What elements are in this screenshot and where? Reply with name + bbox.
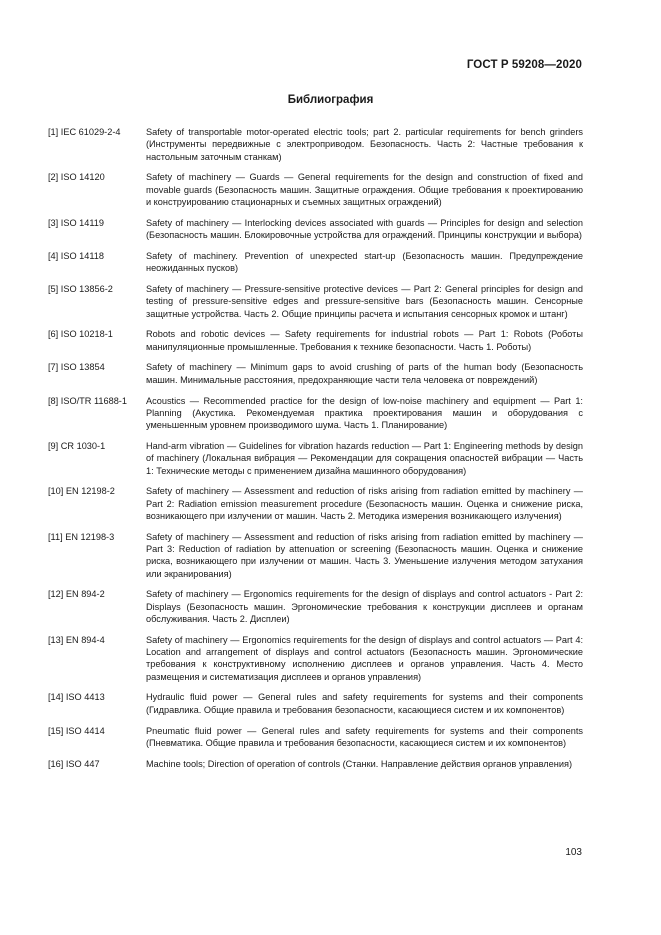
standard-id-header: ГОСТ Р 59208—2020: [466, 59, 582, 71]
bibliography-text: Safety of machinery — Ergonomics requirements for the design of displays and control actuators — Part 4: Location and arrangement of displays and control actuators (Безопасность машин. Эргономические требования к конструктивному исполнению дисплеев и органов управления. Часть 4. Место размещения и систематизация дисплеев и органов управления): [146, 634, 583, 682]
bibliography-ref: [4] ISO 14118: [48, 250, 105, 261]
bibliography-entry: [48, 217, 583, 242]
page-number: 103: [565, 847, 582, 858]
bibliography-text: Hand-arm vibration — Guidelines for vibration hazards reduction — Part 1: Engineering methods by design of machinery (Локальная вибрация — Рекомендации для сокращения опасностей вибрации — Часть 1: Технические методы с применением дизайна машинного оборудования): [146, 440, 583, 476]
bibliography-text: Safety of machinery — Guards — General requirements for the design and construction of fixed and movable guards (Безопасность машин. Защитные ограждения. Общие требования к проектированию и конструированию стационарных и съемных защитных ограждений): [146, 172, 583, 207]
bibliography-text: Machine tools; Direction of operation of controls (Станки. Направление действия органов управления): [146, 758, 573, 769]
bibliography-text: Safety of transportable motor-operated electric tools; part 2. particular requirements for bench grinders (Инструменты передвижные с электроприводом. Безопасность. Часть 2: Частные требования к настольным заточным станкам): [146, 127, 583, 162]
bibliography-entry: [48, 691, 583, 716]
bibliography-ref: [13] EN 894-4: [48, 634, 105, 645]
bibliography-entry: [48, 531, 583, 580]
bibliography-entry: [48, 283, 583, 320]
bibliography-ref: [9] CR 1030-1: [48, 440, 106, 451]
bibliography-text: Hydraulic fluid power — General rules and safety requirements for systems and their components (Гидравлика. Общие правила и требования безопасности, касающиеся систем и их компонентов): [146, 692, 583, 715]
bibliography-entry: [48, 440, 583, 477]
bibliography-ref: [5] ISO 13856-2: [48, 283, 113, 294]
bibliography-entry: [48, 126, 583, 163]
bibliography-entry: [48, 588, 583, 625]
bibliography-text: Acoustics — Recommended practice for the design of low-noise machinery and equipment — Part 1: Planning (Акустика. Рекомендуемая практика проектирования машин и оборудования с уменьшенным уровнем производимого шума. Часть 1. Планирование): [146, 395, 583, 431]
bibliography-ref: [6] ISO 10218-1: [48, 329, 113, 340]
bibliography-ref: [8] ISO/TR 11688-1: [48, 395, 127, 406]
bibliography-text: Safety of machinery — Minimum gaps to avoid crushing of parts of the human body (Безопасность машин. Минимальные расстояния, предохраняющие части тела человека от повреждений): [146, 362, 583, 385]
bibliography-list: [48, 126, 583, 778]
bibliography-entry: [48, 361, 583, 386]
bibliography-entry: [48, 485, 583, 522]
bibliography-ref: [11] EN 12198-3: [48, 531, 115, 542]
bibliography-ref: [3] ISO 14119: [48, 217, 105, 228]
bibliography-entry: [48, 634, 583, 683]
bibliography-entry: [48, 725, 583, 750]
bibliography-ref: [7] ISO 13854: [48, 362, 105, 373]
bibliography-text: Safety of machinery — Pressure-sensitive protective devices — Part 2: General principles for design and testing of pressure-sensitive edges and pressure-sensitive bars (Безопасность машин. Сенсорные защитные устройства. Часть 2. Общие принципы расчета и испытания сенсорных кромок и штанг): [146, 283, 583, 319]
bibliography-ref: [15] ISO 4414: [48, 725, 105, 736]
bibliography-entry: [48, 328, 583, 353]
bibliography-ref: [10] EN 12198-2: [48, 486, 115, 497]
bibliography-text: Safety of machinery. Prevention of unexpected start-up (Безопасность машин. Предупреждение неожиданных пусков): [146, 250, 583, 274]
bibliography-ref: [14] ISO 4413: [48, 692, 105, 703]
bibliography-ref: [12] EN 894-2: [48, 589, 105, 600]
bibliography-text: Safety of machinery — Ergonomics requirements for the design of displays and control actuators - Part 2: Displays (Безопасность машин. Эргономические требования к конструкции дисплеев и органам обслуживания. Часть 2. Дисплеи): [146, 589, 583, 624]
bibliography-ref: [16] ISO 447: [48, 758, 100, 769]
bibliography-text: Safety of machinery — Assessment and reduction of risks arising from radiation emitted by machinery — Part 3: Reduction of radiation by attenuation or screening (Безопасность машин. Оценка и снижение риска, возникающего при излучении от машин. Часть 3. Уменьшение излучения методом затухания или экранирования): [146, 531, 583, 579]
bibliography-text: Robots and robotic devices — Safety requirements for industrial robots — Part 1: Robots (Роботы манипуляционные промышленные. Требования к технике безопасности. Часть 1. Роботы): [146, 329, 583, 352]
bibliography-text: Safety of machinery — Interlocking devices associated with guards — Principles for design and selection (Безопасность машин. Блокировочные устройства для ограждений. Принципы конструкции и выбора): [146, 217, 583, 241]
bibliography-entry: [48, 171, 583, 208]
bibliography-text: Pneumatic fluid power — General rules and safety requirements for systems and their components (Пневматика. Общие правила и требования безопасности, касающиеся систем и их компонентов): [146, 725, 583, 748]
bibliography-entry: [48, 395, 583, 432]
bibliography-ref: [2] ISO 14120: [48, 172, 105, 183]
section-title: Библиография: [287, 94, 374, 106]
bibliography-ref: [1] IEC 61029-2-4: [48, 127, 121, 137]
bibliography-text: Safety of machinery — Assessment and reduction of risks arising from radiation emitted by machinery — Part 2: Radiation emission measurement procedure (Безопасность машин. Оценка и снижение риска, возникающего при излучении от машин. Часть 2. Методика измерения возникающего излучения): [146, 486, 583, 521]
bibliography-entry: [48, 250, 583, 275]
bibliography-entry: [48, 758, 583, 770]
